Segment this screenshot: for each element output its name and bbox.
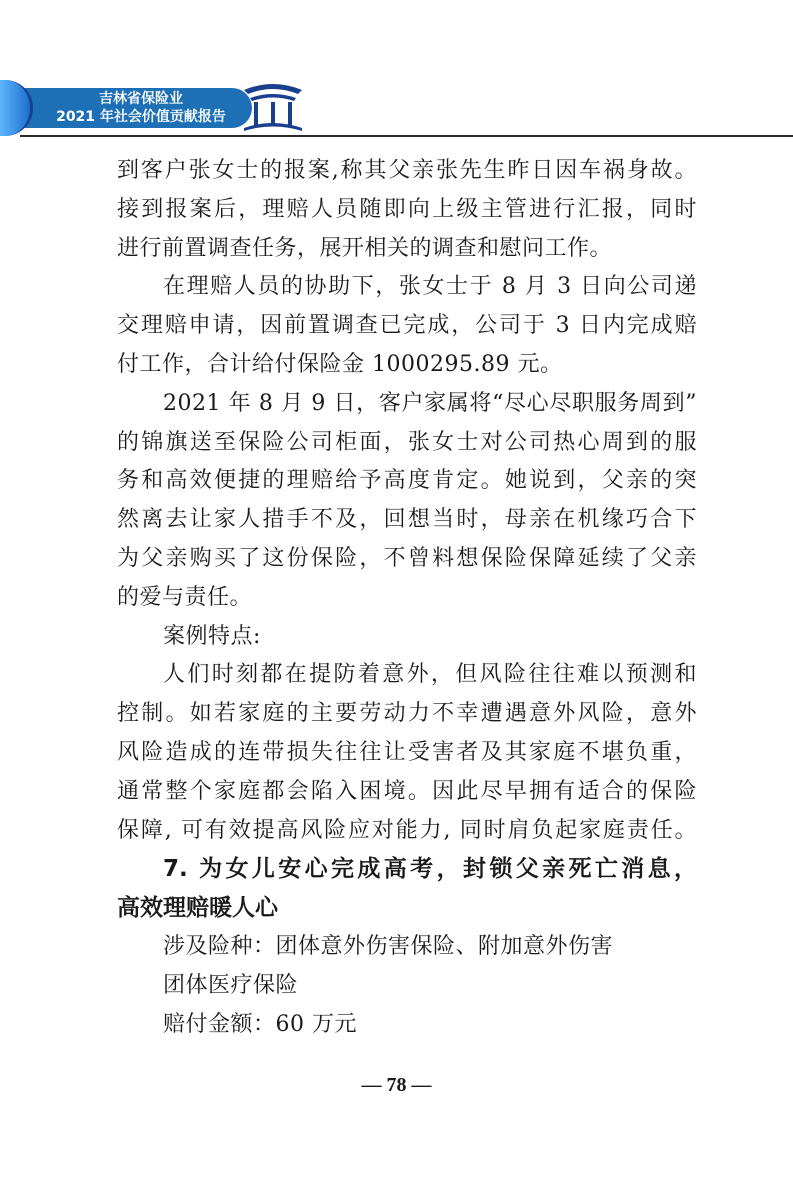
section-label: 案例特点: (163, 623, 261, 649)
header-title (36, 90, 246, 126)
text-line: 的锦旗送至保险公司柜面，张女士对公司热心周到的服 (117, 429, 697, 455)
header-title-line1: 吉林省保险业 (99, 91, 183, 107)
case-heading: 高效理赔暖人心 (117, 895, 278, 922)
text-line: 交理赔申请，因前置调查已完成，公司于 3 日内完成赔 (117, 313, 697, 339)
text-line: 涉及险种：团体意外伤害保险、附加意外伤害 (163, 933, 614, 959)
text-line: 风险造成的连带损失往往让受害者及其家庭不堪负重， (117, 739, 697, 765)
text-line: 然离去让家人措手不及，回想当时，母亲在机缘巧合下 (117, 507, 697, 533)
page-header (0, 0, 793, 140)
text-line: 人们时刻都在提防着意外，但风险往往难以预测和 (163, 662, 697, 688)
header-divider (20, 135, 793, 137)
page-number: — 78 — (361, 1074, 432, 1096)
text-line: 为父亲购买了这份保险，不曾料想保险保障延续了父亲 (117, 545, 697, 571)
text-line: 的爱与责任。 (117, 584, 253, 610)
text-line: 务和高效便捷的理赔给予高度肯定。她说到，父亲的突 (117, 468, 697, 494)
insurance-logo-icon (240, 76, 306, 132)
text-line: 2021 年 8 月 9 日，客户家属将“尽心尽职服务周到” (163, 390, 697, 416)
text-line: 通常整个家庭都会陷入困境。因此尽早拥有适合的保险 (117, 778, 697, 804)
case-heading: 7. 为女儿安心完成高考，封锁父亲死亡消息， (163, 856, 697, 883)
text-line: 接到报案后，理赔人员随即向上级主管进行汇报，同时 (117, 196, 697, 222)
body-text (117, 152, 697, 1044)
text-line: 在理赔人员的协助下，张女士于 8 月 3 日向公司递 (163, 274, 697, 300)
text-line: 赔付金额：60 万元 (163, 1011, 357, 1037)
text-line: 保障, 可有效提高风险应对能力, 同时肩负起家庭责任。 (117, 817, 697, 843)
header-title-line2: 2021 年社会价值贡献报告 (56, 109, 226, 125)
text-line: 付工作，合计给付保险金 1000295.89 元。 (117, 351, 563, 377)
text-line: 进行前置调查任务，展开相关的调查和慰问工作。 (117, 235, 613, 261)
text-line: 到客户张女士的报案,称其父亲张先生昨日因车祸身故。 (117, 158, 697, 183)
text-line: 控制。如若家庭的主要劳动力不幸遭遇意外风险，意外 (117, 701, 697, 727)
text-line: 团体医疗保险 (163, 972, 299, 998)
